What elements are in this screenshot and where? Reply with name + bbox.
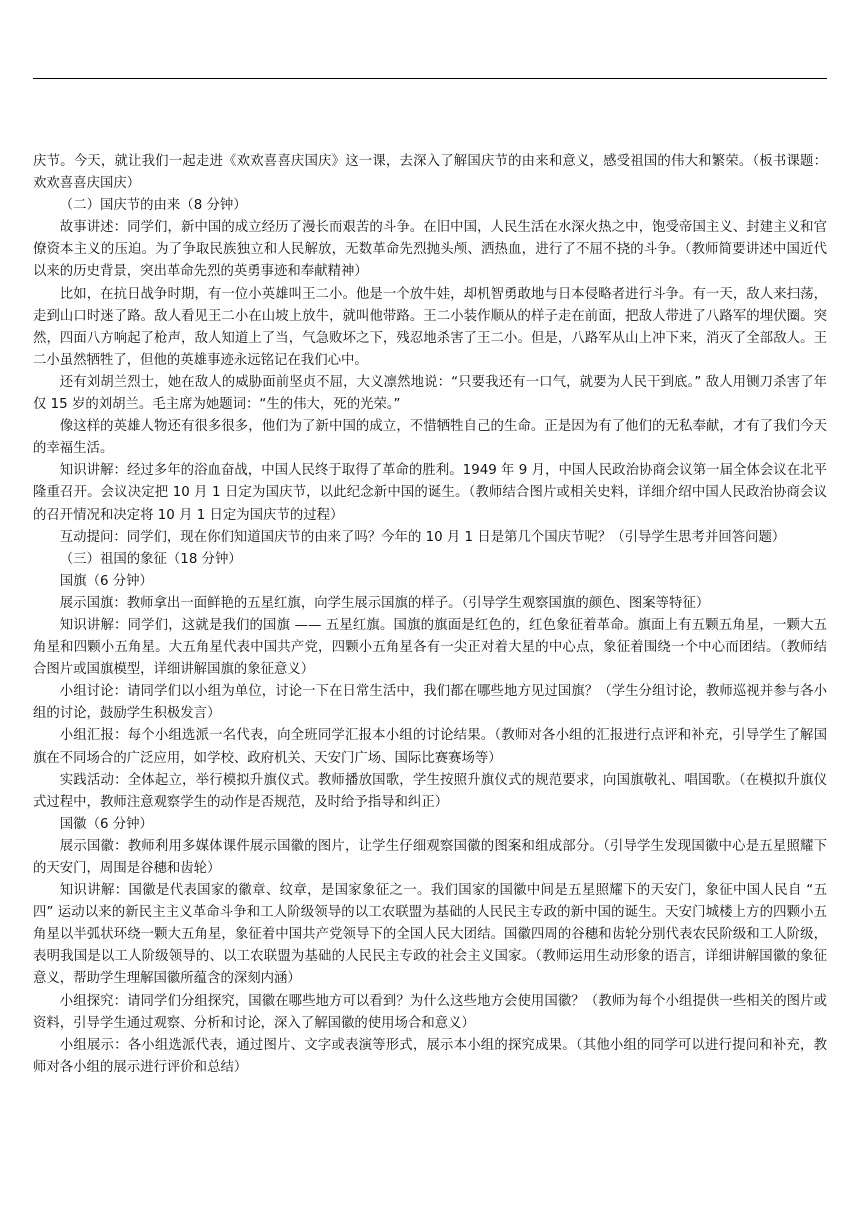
paragraph-group-report: 小组汇报：每个小组选派一名代表，向全班同学汇报本小组的讨论结果。（教师对各小组的汇报进行点评和补充，引导学生了解国旗在不同场合的广泛应用，如学校、政府机关、天安门广场、国际比赛赛场等）	[33, 728, 827, 766]
body-text	[33, 151, 827, 1079]
paragraph-group-explore: 小组探究：请同学们分组探究，国徽在哪些地方可以看到？为什么这些地方会使用国徽？（教师为每个小组提供一些相关的图片或资料，引导学生通过观察、分析和讨论，深入了解国徽的使用场合和意义）	[33, 993, 827, 1031]
paragraph-show-flag: 展示国旗：教师拿出一面鲜艳的五星红旗，向学生展示国旗的样子。（引导学生观察国旗的颜色、图案等特征）	[59, 595, 710, 611]
paragraph-question: 互动提问：同学们，现在你们知道国庆节的由来了吗？今年的 10 月 1 日是第几个国庆节呢？（引导学生思考并回答问题）	[59, 529, 786, 545]
subheading-flag: 国旗（6 分钟）	[59, 573, 153, 589]
paragraph-show-emblem: 展示国徽：教师利用多媒体课件展示国徽的图片，让学生仔细观察国徽的图案和组成部分。（引导学生发现国徽中心是五星照耀下的天安门，周围是谷穗和齿轮）	[33, 838, 827, 876]
paragraph-wang-erxiao: 比如，在抗日战争时期，有一位小英雄叫王二小。他是一个放牛娃，却机智勇敢地与日本侵略者进行斗争。有一天，敌人来扫荡，走到山口时迷了路。敌人看见王二小在山坡上放牛，就叫他带路。王二小装作顺从的样子走在前面，把敌人带进了八路军的埋伏圈。突然，四面八方响起了枪声，敌人知道上了当，气急败坏之下，残忍地杀害了王二小。但是，八路军从山上冲下来，消灭了全部敌人。王二小虽然牺牲了，但他的英雄事迹永远铭记在我们心中。	[33, 286, 827, 368]
paragraph-emblem-knowledge: 知识讲解：国徽是代表国家的徽章、纹章，是国家象征之一。我们国家的国徽中间是五星照耀下的天安门，象征中国人民自 “五四” 运动以来的新民主主义革命斗争和工人阶级领导的以工农联盟为基础的人民民主专政的新中国的诞生。天安门城楼上方的四颗小五角星以半弧状环绕一颗大五角星，象征着中国共产党领导下的全国人民大团结。国徽四周的谷穗和齿轮分别代表农民阶级和工人阶级，表明我国是以工人阶级领导的、以工农联盟为基础的人民民主专政的社会主义国家。（教师运用生动形象的语言，详细讲解国徽的象征意义，帮助学生理解国徽所蕴含的深刻内涵）	[33, 883, 827, 987]
paragraph-intro-continuation: 庆节。今天，就让我们一起走进《欢欢喜喜庆国庆》这一课，去深入了解国庆节的由来和意义，感受祖国的伟大和繁荣。（板书课题：欢欢喜喜庆国庆）	[33, 154, 827, 192]
paragraph-heroes: 像这样的英雄人物还有很多很多，他们为了新中国的成立，不惜牺牲自己的生命。正是因为有了他们的无私奉献，才有了我们今天的幸福生活。	[33, 419, 827, 457]
paragraph-practice: 实践活动：全体起立，举行模拟升旗仪式。教师播放国歌，学生按照升旗仪式的规范要求，向国旗敬礼、唱国歌。（在模拟升旗仪式过程中，教师注意观察学生的动作是否规范，及时给予指导和纠正）	[33, 772, 827, 810]
section-heading-symbols: （三）祖国的象征（18 分钟）	[59, 551, 242, 567]
section-heading-origin: （二）国庆节的由来（8 分钟）	[59, 198, 247, 214]
paragraph-story: 故事讲述：同学们，新中国的成立经历了漫长而艰苦的斗争。在旧中国，人民生活在水深火热之中，饱受帝国主义、封建主义和官僚资本主义的压迫。为了争取民族独立和人民解放，无数革命先烈抛头颅、洒热血，进行了不屈不挠的斗争。（教师简要讲述中国近代以来的历史背景，突出革命先烈的英勇事迹和奉献精神）	[33, 220, 827, 280]
paragraph-group-discussion: 小组讨论：请同学们以小组为单位，讨论一下在日常生活中，我们都在哪些地方见过国旗？（学生分组讨论，教师巡视并参与各小组的讨论，鼓励学生积极发言）	[33, 684, 827, 722]
paragraph-group-show: 小组展示：各小组选派代表，通过图片、文字或表演等形式，展示本小组的探究成果。（其他小组的同学可以进行提问和补充，教师对各小组的展示进行评价和总结）	[33, 1037, 827, 1075]
subheading-emblem: 国徽（6 分钟）	[59, 816, 153, 832]
paragraph-flag-knowledge: 知识讲解：同学们，这就是我们的国旗 —— 五星红旗。国旗的旗面是红色的，红色象征着革命。旗面上有五颗五角星，一颗大五角星和四颗小五角星。大五角星代表中国共产党，四颗小五角星各有一尖正对着大星的中心点，象征着围绕一个中心而团结。（教师结合图片或国旗模型，详细讲解国旗的象征意义）	[33, 617, 827, 678]
paragraph-liu-hulan: 还有刘胡兰烈士，她在敌人的威胁面前坚贞不屈，大义凛然地说：“只要我还有一口气，就要为人民干到底。” 敌人用铡刀杀害了年仅 15 岁的刘胡兰。毛主席为她题词：“生的伟大，死的光荣。”	[33, 374, 827, 413]
paragraph-knowledge-origin: 知识讲解：经过多年的浴血奋战，中国人民终于取得了革命的胜利。1949 年 9 月，中国人民政治协商会议第一届全体会议在北平隆重召开。会议决定把 10 月 1 日定为国庆节，以此纪念新中国的诞生。（教师结合图片或相关史料，详细介绍中国人民政治协商会议的召开情况和决定将 10 月 1 日定为国庆节的过程）	[33, 463, 827, 523]
header-rule	[33, 78, 827, 79]
